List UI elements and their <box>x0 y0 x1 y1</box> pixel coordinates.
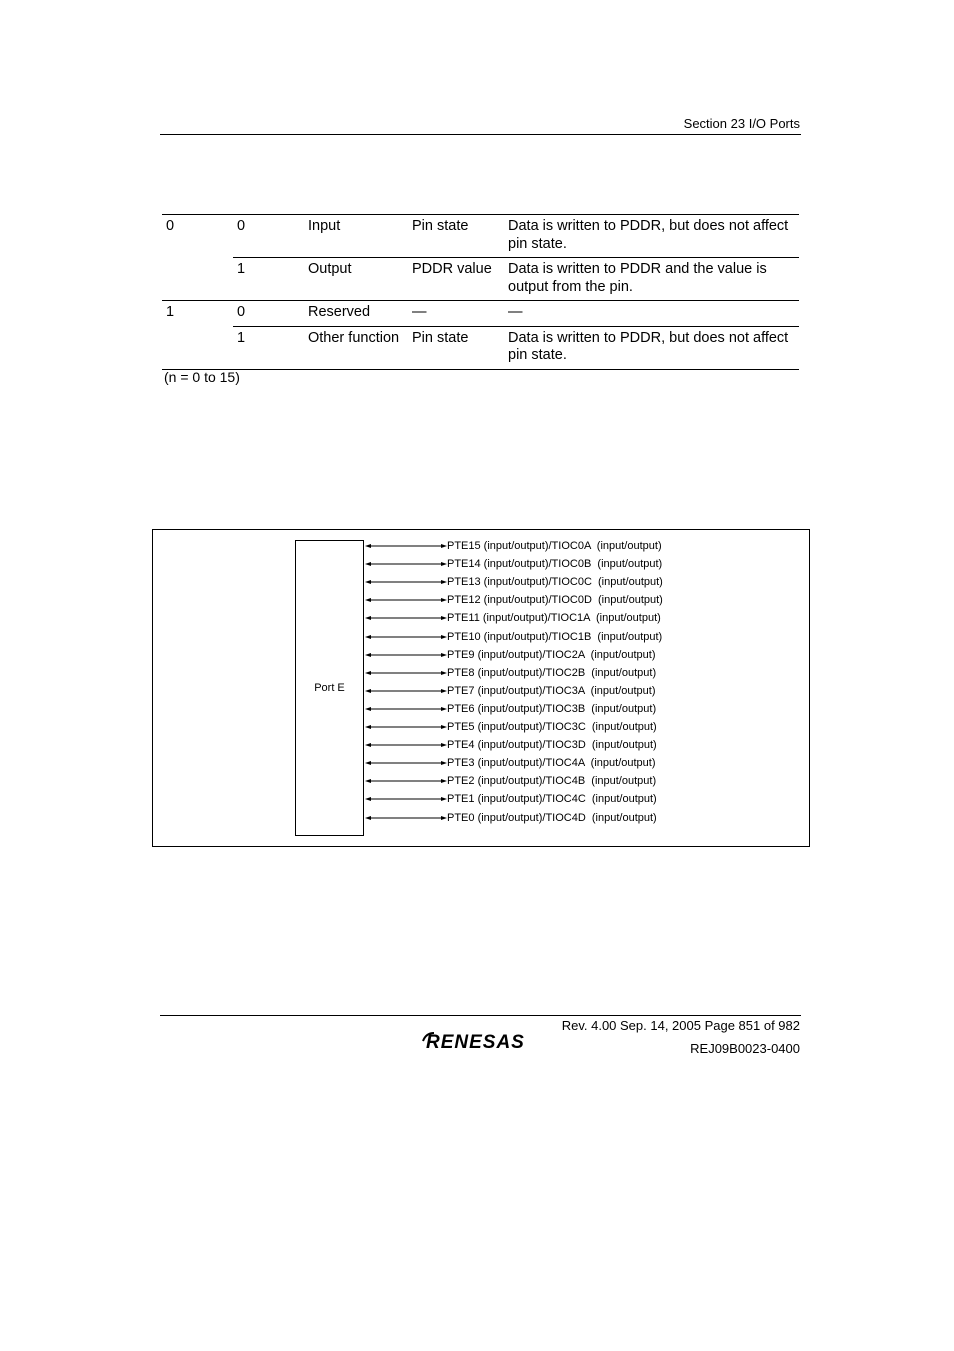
svg-text:RENESAS: RENESAS <box>426 1032 525 1053</box>
pin-row <box>365 683 805 701</box>
pin-row <box>365 810 805 828</box>
pin-label: PTE14 (input/output)/TIOC0B (input/output) <box>447 558 663 571</box>
pin-row <box>365 538 805 556</box>
table-cell: Pin state <box>408 215 504 258</box>
table-cell: PDDR value <box>408 258 504 301</box>
table-cell: 0 <box>233 301 304 327</box>
pin-label: PTE2 (input/output)/TIOC4B (input/output) <box>447 775 657 788</box>
pin-label: PTE0 (input/output)/TIOC4D (input/output) <box>447 811 657 824</box>
bidirectional-arrow-icon <box>365 630 447 644</box>
bidirectional-arrow-icon <box>365 774 447 788</box>
table-cell: — <box>504 301 799 327</box>
port-e-pin-diagram <box>152 529 810 847</box>
pin-row <box>365 647 805 665</box>
pin-label: PTE11 (input/output)/TIOC1A (input/output) <box>447 612 661 625</box>
pin-label: PTE13 (input/output)/TIOC0C (input/output) <box>447 576 663 589</box>
table-cell: Pin state <box>408 326 504 369</box>
bidirectional-arrow-icon <box>365 666 447 680</box>
table-cell: 1 <box>233 258 304 301</box>
pin-row <box>365 665 805 683</box>
bidirectional-arrow-icon <box>365 539 447 553</box>
table-row <box>162 258 799 301</box>
port-e-block <box>295 540 364 836</box>
pin-row <box>365 791 805 809</box>
table-cell: Other function <box>304 326 408 369</box>
renesas-logo-icon <box>420 1029 544 1053</box>
port-label: Port E <box>314 682 345 694</box>
table-cell: Data is written to PDDR, but does not affect pin state. <box>504 215 799 258</box>
table-cell: 1 <box>162 301 233 327</box>
pin-label: PTE3 (input/output)/TIOC4A (input/output) <box>447 757 656 770</box>
pin-label: PTE5 (input/output)/TIOC3C (input/output) <box>447 721 657 733</box>
pin-label: PTE1 (input/output)/TIOC4C (input/output) <box>447 793 657 806</box>
pin-row <box>365 629 805 647</box>
pin-row <box>365 574 805 592</box>
table-cell <box>162 326 233 369</box>
header-rule <box>160 134 801 135</box>
table-cell: Output <box>304 258 408 301</box>
bidirectional-arrow-icon <box>365 811 447 825</box>
bidirectional-arrow-icon <box>365 611 447 625</box>
table-row <box>162 215 799 258</box>
bidirectional-arrow-icon <box>365 593 447 607</box>
pin-row <box>365 592 805 610</box>
bidirectional-arrow-icon <box>365 557 447 571</box>
bidirectional-arrow-icon <box>365 575 447 589</box>
table-cell: Reserved <box>304 301 408 327</box>
pin-row <box>365 610 805 628</box>
table-cell: Data is written to PDDR, but does not affect pin state. <box>504 326 799 369</box>
pin-row <box>365 773 805 791</box>
revision-info: Rev. 4.00 Sep. 14, 2005 Page 851 of 982 <box>561 1018 800 1033</box>
table-cell: — <box>408 301 504 327</box>
bidirectional-arrow-icon <box>365 648 447 662</box>
pin-label: PTE9 (input/output)/TIOC2A (input/output) <box>447 648 656 661</box>
table-cell: Data is written to PDDR and the value is output from the pin. <box>504 258 799 301</box>
pin-label: PTE7 (input/output)/TIOC3A (input/output) <box>447 684 656 697</box>
pin-label: PTE10 (input/output)/TIOC1B (input/output) <box>447 630 663 643</box>
bidirectional-arrow-icon <box>365 792 447 806</box>
renesas-logo <box>420 1029 544 1058</box>
pin-label: PTE4 (input/output)/TIOC3D (input/output) <box>447 739 657 752</box>
table-cell: 0 <box>162 215 233 258</box>
footer-rule <box>160 1015 801 1016</box>
pin-label: PTE15 (input/output)/TIOC0A (input/output) <box>447 540 662 552</box>
pin-function-table <box>162 214 799 370</box>
pin-row <box>365 755 805 773</box>
bidirectional-arrow-icon <box>365 756 447 770</box>
bidirectional-arrow-icon <box>365 738 447 752</box>
bidirectional-arrow-icon <box>365 702 447 716</box>
table-cell: 0 <box>233 215 304 258</box>
pin-list <box>365 538 805 838</box>
pin-row <box>365 737 805 755</box>
pin-label: PTE6 (input/output)/TIOC3B (input/output) <box>447 702 657 715</box>
table-note: (n = 0 to 15) <box>164 369 240 385</box>
table-cell <box>162 258 233 301</box>
pin-label: PTE8 (input/output)/TIOC2B (input/output) <box>447 666 657 679</box>
pin-label: PTE12 (input/output)/TIOC0D (input/output) <box>447 594 663 607</box>
pin-row <box>365 719 805 737</box>
document-number: REJ09B0023-0400 <box>690 1041 800 1056</box>
bidirectional-arrow-icon <box>365 720 447 734</box>
pin-row <box>365 701 805 719</box>
running-header: Section 23 I/O Ports <box>683 116 800 131</box>
pin-row <box>365 556 805 574</box>
table-row <box>162 301 799 327</box>
table-row <box>162 326 799 369</box>
bidirectional-arrow-icon <box>365 684 447 698</box>
table-cell: Input <box>304 215 408 258</box>
table-cell: 1 <box>233 326 304 369</box>
